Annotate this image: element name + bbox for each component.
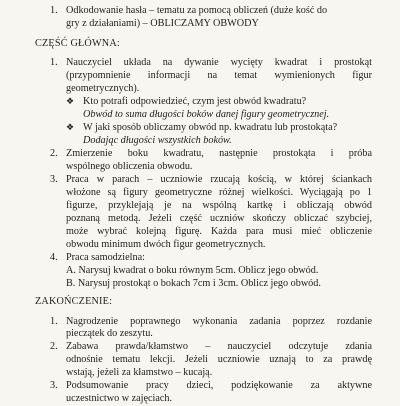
end-item-2-line: Zabawa prawda/kłamstwo – nauczyciel odczytuje zdania bbox=[66, 341, 372, 353]
main-item-3-line: poznaną metodą. Jeżeli część uczniów skończy obliczać szybciej, bbox=[66, 212, 372, 224]
answer-line: Dodając długości wszystkich boków. bbox=[83, 135, 232, 147]
main-item-3-line: obwodu minimum dwóch figur geometrycznych. bbox=[66, 238, 266, 250]
main-item-4-number: 4. bbox=[50, 251, 58, 263]
task-a: A. Narysuj kwadrat o boku równym 5cm. Oblicz jego obwód. bbox=[66, 264, 319, 276]
main-item-2-line: wspólnego obliczenia obwodu. bbox=[66, 161, 193, 172]
intro-item-number: 1. bbox=[50, 4, 58, 16]
end-item-2-number: 2. bbox=[50, 341, 58, 353]
main-item-2-number: 2. bbox=[50, 148, 58, 160]
end-item-3-number: 3. bbox=[50, 380, 58, 392]
question-line: W jaki sposób obliczamy obwód np. kwadratu lub prostokąta? bbox=[83, 122, 338, 134]
end-item-1-line: Nagrodzenie poprawnego wykonania zadania poprzez rozdanie bbox=[66, 315, 372, 327]
end-section-heading: ZAKOŃCZENIE: bbox=[35, 296, 113, 308]
main-item-1-line: (przypomnienie informacji na temat wymienionych figur bbox=[66, 70, 372, 82]
end-item-1-line: pieczątek do zeszytu. bbox=[66, 328, 153, 340]
main-item-2-line: Zmierzenie boku kwadratu, następnie prostokąta i próba bbox=[66, 148, 372, 160]
diamond-bullet-icon: ❖ bbox=[66, 122, 75, 133]
main-item-3-line: Praca w parach – uczniowie rzucają kością, w której ściankach bbox=[66, 174, 372, 185]
task-b: B. Narysuj prostokąt o bokach 7cm i 3cm. Oblicz jego obwód. bbox=[66, 277, 321, 289]
main-item-1-number: 1. bbox=[50, 57, 58, 69]
end-item-2-line: odnośnie tematu lekcji. Jeżeli uczniowie uznają to za prawdę bbox=[66, 354, 372, 366]
main-item-3-line: może wybrać kolejną figurę. Każda para musi mieć obliczenie bbox=[66, 225, 372, 237]
main-item-3-line: figurze, przyklejają je na wspólną kartkę i obliczają obwód bbox=[66, 199, 372, 211]
main-item-1-line: geometrycznych). bbox=[66, 83, 140, 95]
main-item-3-line: włożone są figury geometryczne różnej wielkości. Wyciągają po 1 bbox=[66, 186, 372, 198]
main-section-heading: CZĘŚĆ GŁÓWNA: bbox=[35, 38, 120, 49]
end-item-2-line: wstają, jeżeli za kłamstwo – kucają. bbox=[66, 367, 213, 379]
end-item-3-line: uczestnictwo w zajęciach. bbox=[66, 393, 173, 405]
main-item-1-line: Nauczyciel układa na dywanie wycięty kwadrat i prostokąt bbox=[66, 57, 372, 69]
intro-item-line: gry z działaniami) – OBLICZAMY OBWODY bbox=[66, 17, 259, 29]
question-line: Kto potrafi odpowiedzieć, czym jest obwód kwadratu? bbox=[83, 96, 307, 108]
main-item-3-number: 3. bbox=[50, 174, 58, 185]
diamond-bullet-icon: ❖ bbox=[66, 96, 75, 107]
end-item-1-number: 1. bbox=[50, 315, 58, 327]
main-item-4-line: Praca samodzielna: bbox=[66, 251, 145, 263]
intro-item-line: Odkodowanie hasła – tematu za pomocą obliczeń (duże kość do bbox=[66, 4, 328, 16]
answer-line: Obwód to suma długości boków danej figury geometrycznej. bbox=[83, 109, 330, 121]
end-item-3-line: Podsumowanie pracy dzieci, podziękowanie za aktywne bbox=[66, 380, 372, 392]
